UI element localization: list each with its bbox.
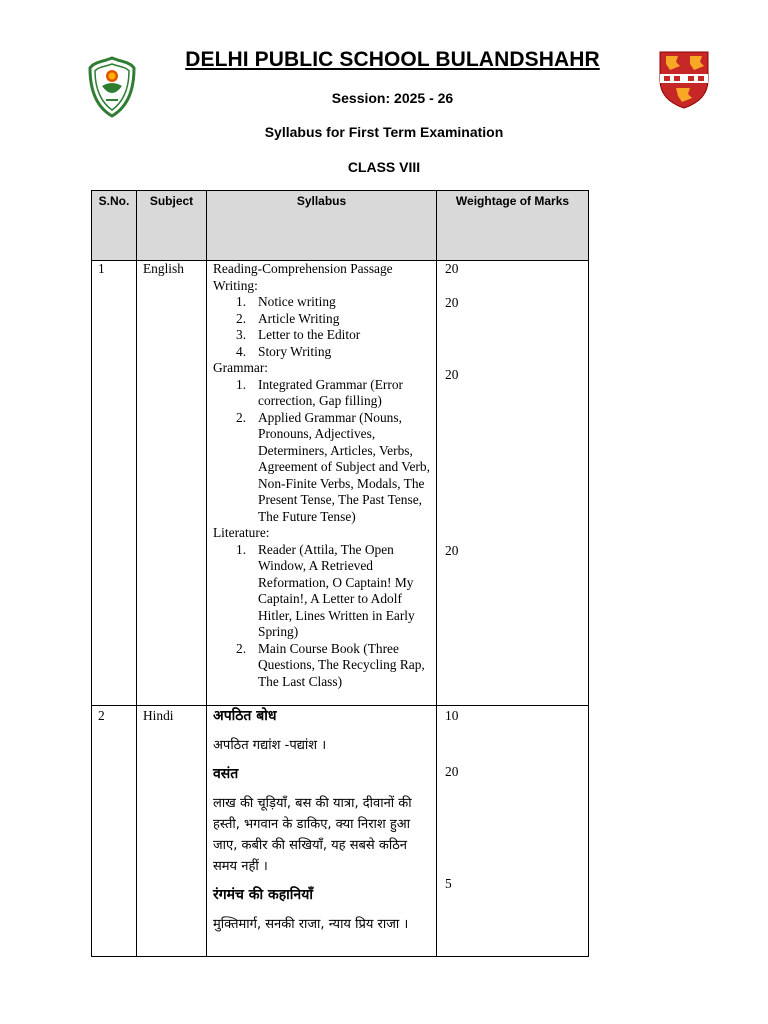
table-row-hindi xyxy=(92,706,589,957)
class-label: CLASS VIII xyxy=(347,159,421,175)
hindi-section-heading: वसंत xyxy=(213,766,239,782)
list-item: 1. Integrated Grammar (Error correction, Gap filling) xyxy=(236,376,403,408)
marks-value: 20 xyxy=(445,543,459,558)
marks-value: 20 xyxy=(445,764,459,779)
english-marks xyxy=(437,261,588,701)
column-header-weightage: Weightage of Marks xyxy=(437,191,589,261)
reading-text: Reading-Comprehension Passage xyxy=(213,261,393,276)
marks-value: 5 xyxy=(445,876,452,891)
syllabus-table xyxy=(91,190,589,957)
hindi-marks xyxy=(437,706,588,952)
hindi-section-text: मुक्तिमार्ग, सनकी राजा, न्याय प्रिय राजा । xyxy=(213,917,409,932)
session-label: Session: 2025 - 26 xyxy=(331,90,454,106)
hindi-section-text: लाख की चूड़ियाँ, बस की यात्रा, दीवानों की हस्ती, भगवान के डाकिए, क्या निराश हुआ जाए, कबीर की सखियाँ, यह सबसे कठिन समय नहीं । xyxy=(213,796,412,874)
list-item: 2. Main Course Book (Three Questions, The Recycling Rap, The Last Class) xyxy=(236,640,425,689)
marks-value: 20 xyxy=(445,295,459,310)
column-header-subject: Subject xyxy=(137,191,207,261)
list-item: 2. Applied Grammar (Nouns, Pronouns, Adjectives, Determiners, Articles, Verbs, Agreement of Subject and Verb, Non-Finite Verbs, Modals, The Present Tense, The Past Tense, The Future Tense) xyxy=(236,409,430,524)
list-item: 1. Notice writing xyxy=(236,294,336,309)
marks-value: 10 xyxy=(445,708,459,723)
row-subject: Hindi xyxy=(143,708,174,723)
list-item: 4. Story Writing xyxy=(236,343,332,359)
row-sno: 2 xyxy=(98,708,105,723)
hindi-section-heading: रंगमंच की कहानियाँ xyxy=(213,887,313,903)
school-name: DELHI PUBLIC SCHOOL BULANDSHAHR xyxy=(185,48,600,71)
grammar-list xyxy=(213,377,433,526)
grammar-label: Grammar: xyxy=(213,360,269,375)
exam-title: Syllabus for First Term Examination xyxy=(264,124,504,140)
column-header-syllabus: Syllabus xyxy=(207,191,437,261)
list-item: 2. Article Writing xyxy=(236,310,340,326)
row-sno: 1 xyxy=(98,261,105,276)
writing-list xyxy=(213,294,433,360)
table-row-english xyxy=(92,261,589,706)
writing-label: Writing: xyxy=(213,277,258,293)
literature-label: Literature: xyxy=(213,525,270,540)
row-subject: English xyxy=(143,261,184,276)
hindi-section-text: अपठित गद्यांश -पद्यांश । xyxy=(213,738,327,753)
literature-list xyxy=(213,542,433,691)
list-item: 3. Letter to the Editor xyxy=(236,327,361,342)
hindi-section-heading: अपठित बोध xyxy=(213,708,277,724)
table-header-row xyxy=(92,191,589,261)
marks-value: 20 xyxy=(445,261,459,276)
column-header-sno: S.No. xyxy=(92,191,137,261)
marks-value: 20 xyxy=(445,367,459,382)
list-item: 1. Reader (Attila, The Open Window, A Retrieved Reformation, O Captain! My Captain!, A Letter to Adolf Hitler, Lines Written in Early Spring) xyxy=(236,541,415,639)
